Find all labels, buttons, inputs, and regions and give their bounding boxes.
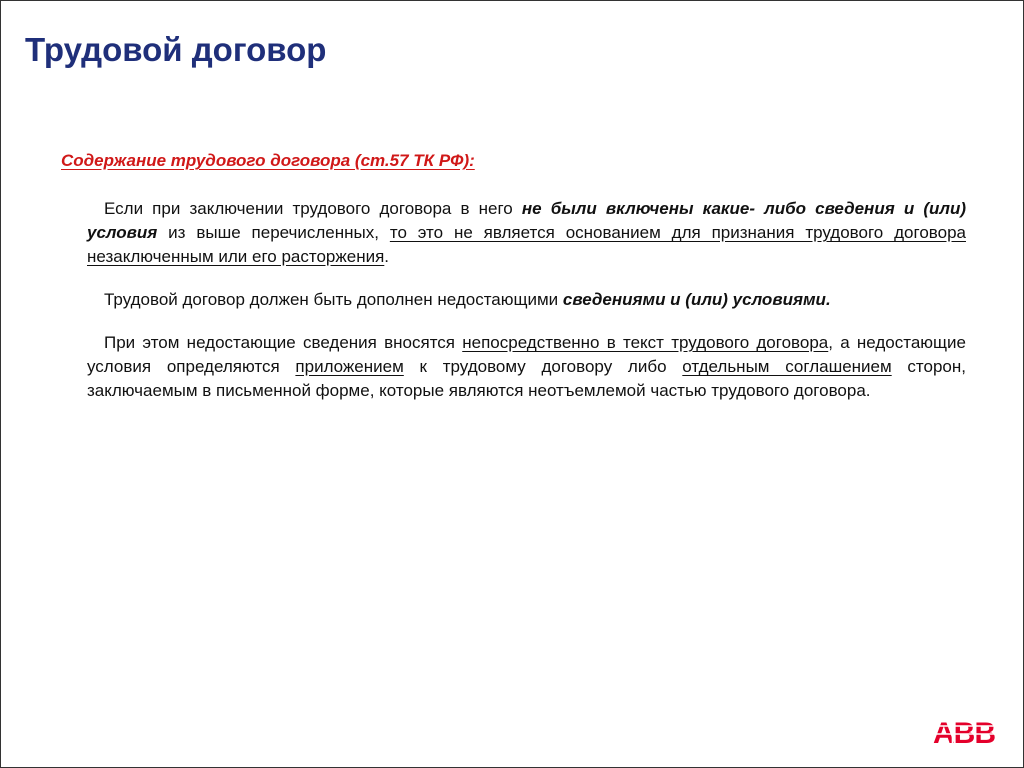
slide-body (87, 197, 966, 422)
paragraph-1-text-2: из выше перечисленных, (157, 223, 390, 242)
paragraph-1-end: . (384, 247, 390, 266)
paragraph-3-text-4: сторон, заключаемым в письменной форме, которые являются неотъемлемой частью трудового договора. (87, 357, 966, 400)
abb-logo-text: ABB (933, 717, 995, 745)
paragraph-3-text-2: , а недостающие условия определяются (87, 333, 966, 376)
paragraph-2-emphasis: сведениями и (или) условиями. (562, 290, 831, 309)
paragraph-1 (87, 197, 966, 269)
paragraph-1-underlined: то это не является основанием для признания трудового договора незаключенным или его расторжения (87, 223, 966, 266)
paragraph-3 (87, 331, 966, 403)
paragraph-3-text-3: к трудовому договору либо (403, 357, 683, 376)
paragraph-3-underlined-3: отдельным соглашением (682, 357, 892, 376)
paragraph-3-underlined-1: непосредственно в текст трудового договора (462, 333, 829, 352)
paragraph-1-text: Если при заключении трудового договора в него (104, 199, 522, 218)
paragraph-2 (87, 288, 966, 312)
slide-title: Трудовой договор (25, 31, 327, 68)
paragraph-1-emphasis: не были включены какие- либо сведения и (или) условия (87, 199, 966, 242)
section-heading: Содержание трудового договора (ст.57 ТК РФ): (61, 151, 475, 170)
paragraph-2-text: Трудовой договор должен быть дополнен недостающими (104, 290, 563, 309)
paragraph-3-underlined-2: приложением (295, 357, 404, 376)
abb-logo (929, 717, 999, 745)
paragraph-3-text: При этом недостающие сведения вносятся (104, 333, 463, 352)
